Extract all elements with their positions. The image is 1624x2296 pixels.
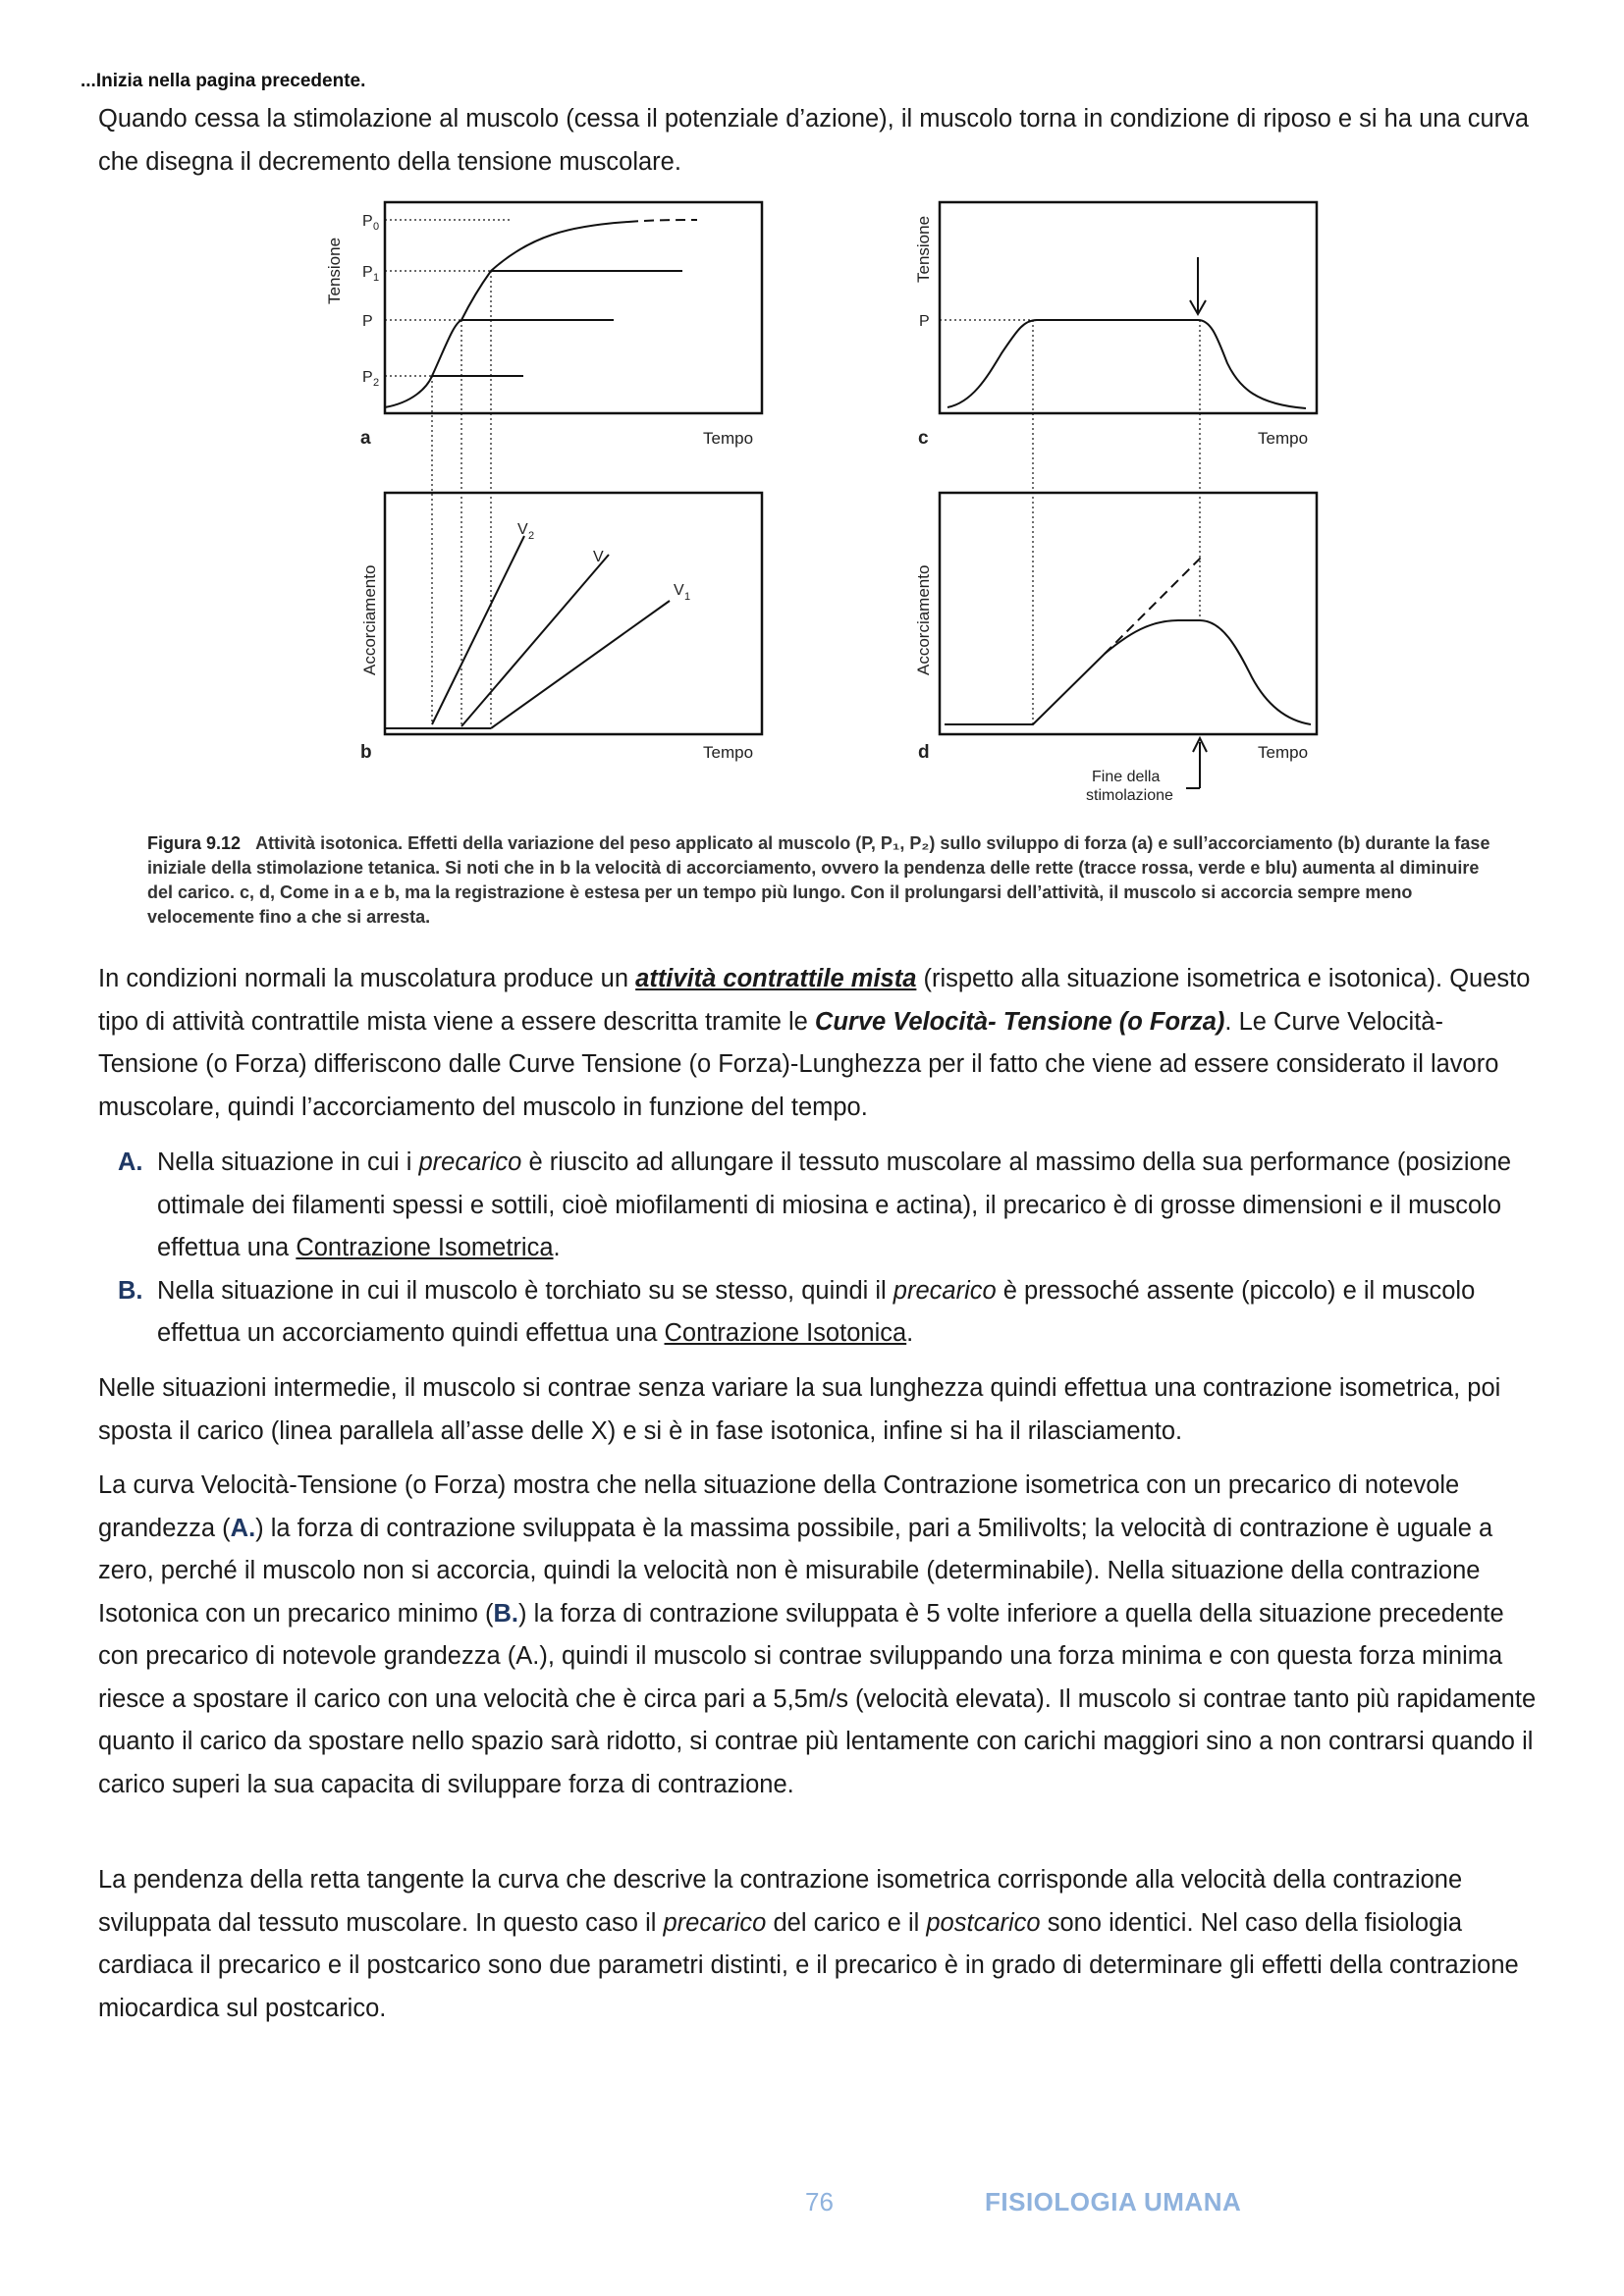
para-pendenza: La pendenza della retta tangente la curva che descrive la contrazione isometrica corrisponde alla velocità della contrazione sviluppata dal tessuto muscolare. In questo caso il precarico del carico e il postcarico sono identici. Nel caso della fisiologia cardiaca il precarico e il postcarico sono due parametri distinti, e il precarico è in grado di determinare gli effetti della contrazione miocardica sul postcarico.	[98, 1866, 1519, 2022]
ylabel-c: Tensione	[914, 215, 933, 283]
label-v2-sub: 2	[528, 530, 535, 542]
fine-stimolazione-1: Fine della	[1092, 769, 1161, 785]
caption-text: Attività isotonica. Effetti della variazione del peso applicato al muscolo (P, P₁, P₂) sullo sviluppo di forza (a) e sull’accorciamento (b) durante la fase iniziale della stimolazione tetanica. Si noti che in b la velocità di accorciamento, ovvero la pendenza delle rette (tracce rossa, verde e blu) aumenta al diminuire del carico. c, d, Come in a e b, ma la registrazione è estesa per un tempo più lungo. Con il prolungarsi dell’attività, il muscolo si accorcia sempre meno velocemente fino a che si arresta.	[147, 833, 1490, 927]
xlabel-c: Tempo	[1258, 429, 1309, 448]
label-v1: V	[674, 582, 684, 599]
panel-label-b: b	[360, 742, 372, 763]
term-contrazione-isotonica: Contrazione Isotonica	[664, 1319, 907, 1347]
panel-label-d: d	[918, 742, 930, 763]
term-contrazione-isometrica: Contrazione Isometrica	[296, 1234, 554, 1261]
label-v1-sub: 1	[684, 591, 691, 603]
shortening-curve-d	[945, 620, 1311, 724]
tension-curve-a-dashed	[628, 220, 697, 222]
footer-title: FISIOLOGIA UMANA	[985, 2187, 1242, 2216]
line-v1	[491, 601, 670, 728]
para-situazioni-intermedie: Nelle situazioni intermedie, il muscolo si contrae senza variare la sua lunghezza quindi effettua una contrazione isometrica, poi sposta il carico (linea parallela all’asse delle X) e si è in fase isotonica, infine si ha il rilasciamento.	[98, 1374, 1501, 1445]
figure-caption	[147, 831, 1502, 930]
list-marker-b: B.	[118, 1276, 143, 1305]
list-item-b: B. Nella situazione in cui il muscolo è torchiato su se stesso, quindi il precarico è pressoché assente (piccolo) e il muscolo effettua un accorciamento quindi effettua una Contrazione Isotonica.	[98, 1270, 1537, 1356]
term-attivita-mista: attività contrattile mista	[635, 965, 917, 992]
xlabel-a: Tempo	[703, 429, 754, 448]
figure-9-12	[0, 0, 1624, 864]
list-item-a: A. Nella situazione in cui i precarico è riuscito ad allungare il tessuto muscolare al massimo della sua performance (posizione ottimale dei filamenti spessi e sottili, cioè miofilamenti di miosina e actina), il precarico è di grosse dimensioni e il muscolo effettua una Contrazione Isometrica.	[98, 1142, 1537, 1270]
label-p1-sub: 1	[373, 272, 380, 284]
panel-a-frame	[385, 202, 762, 413]
ylabel-b: Accorciamento	[360, 564, 379, 675]
panel-b-frame	[385, 493, 762, 734]
term-curve-velocita: Curve Velocità- Tensione (o Forza)	[814, 1007, 1225, 1036]
label-p2-sub: 2	[373, 377, 380, 389]
label-p1: P	[362, 264, 373, 281]
ylabel-d: Accorciamento	[914, 564, 933, 675]
page-number: 76	[805, 2187, 834, 2216]
panel-label-a: a	[360, 428, 371, 449]
xlabel-d: Tempo	[1258, 743, 1309, 762]
para-attivita-mista: In condizioni normali la muscolatura produce un attività contrattile mista (rispetto alla situazione isometrica e isotonica). Questo tipo di attività contrattile mista viene a essere descritta tramite le Curve Velocità- Tensione (o Forza). Le Curve Velocità-Tensione (o Forza) differiscono dalle Curve Tensione (o Forza)-Lunghezza per il fatto che viene ad essere considerato il lavoro muscolare, quindi l’accorciamento del muscolo in funzione del tempo.	[98, 965, 1531, 1121]
label-p2: P	[362, 369, 373, 386]
panel-c-frame	[940, 202, 1317, 413]
list-marker-a: A.	[118, 1148, 143, 1176]
para-curva-velocita: La curva Velocità-Tensione (o Forza) mostra che nella situazione della Contrazione isometrica con un precarico di notevole grandezza (A.) la forza di contrazione sviluppata è la massima possibile, pari a 5milivolts; la velocità di contrazione è uguale a zero, perché il muscolo non si accorcia, quindi la velocità non è misurabile (determinabile). Nella situazione della contrazione Isotonica con un precarico minimo (B.) la forza di contrazione sviluppata è 5 volte inferiore a quella della situazione precedente con precarico di notevole grandezza (A.), quindi il muscolo si contrae sviluppando una forza minima e con questa forza minima riesce a spostare il carico con una velocità che è circa pari a 5,5m/s (velocità elevata). Il muscolo si contrae tanto più rapidamente quanto il carico da spostare nello spazio sarà ridotto, si contrae più lentamente con carichi maggiori sino a non contrarsi quando il carico superi la sua capacita di sviluppare forza di contrazione.	[98, 1471, 1537, 1798]
label-p0-sub: 0	[373, 221, 380, 233]
label-p-c: P	[919, 313, 930, 330]
panel-d-frame	[940, 493, 1317, 734]
label-v2: V	[517, 521, 528, 538]
xlabel-b: Tempo	[703, 743, 754, 762]
label-v: V	[593, 549, 604, 565]
tension-curve-a	[385, 222, 628, 407]
ylabel-a: Tensione	[325, 237, 344, 304]
continuation-note: ...Inizia nella pagina precedente.	[81, 71, 366, 91]
panel-label-c: c	[918, 428, 929, 449]
line-v2	[432, 536, 524, 724]
label-p0: P	[362, 213, 373, 230]
tension-curve-c	[947, 320, 1306, 408]
line-v	[461, 555, 609, 726]
alpha-list	[98, 1142, 1537, 1356]
shortening-extrapolation	[1105, 556, 1203, 654]
caption-label: Figura 9.12	[147, 833, 242, 853]
intro-paragraph: Quando cessa la stimolazione al muscolo (cessa il potenziale d’azione), il muscolo torna in condizione di riposo e si ha una curva che disegna il decremento della tensione muscolare.	[98, 105, 1530, 176]
fine-stimolazione-2: stimolazione	[1086, 787, 1173, 804]
label-p: P	[362, 313, 373, 330]
